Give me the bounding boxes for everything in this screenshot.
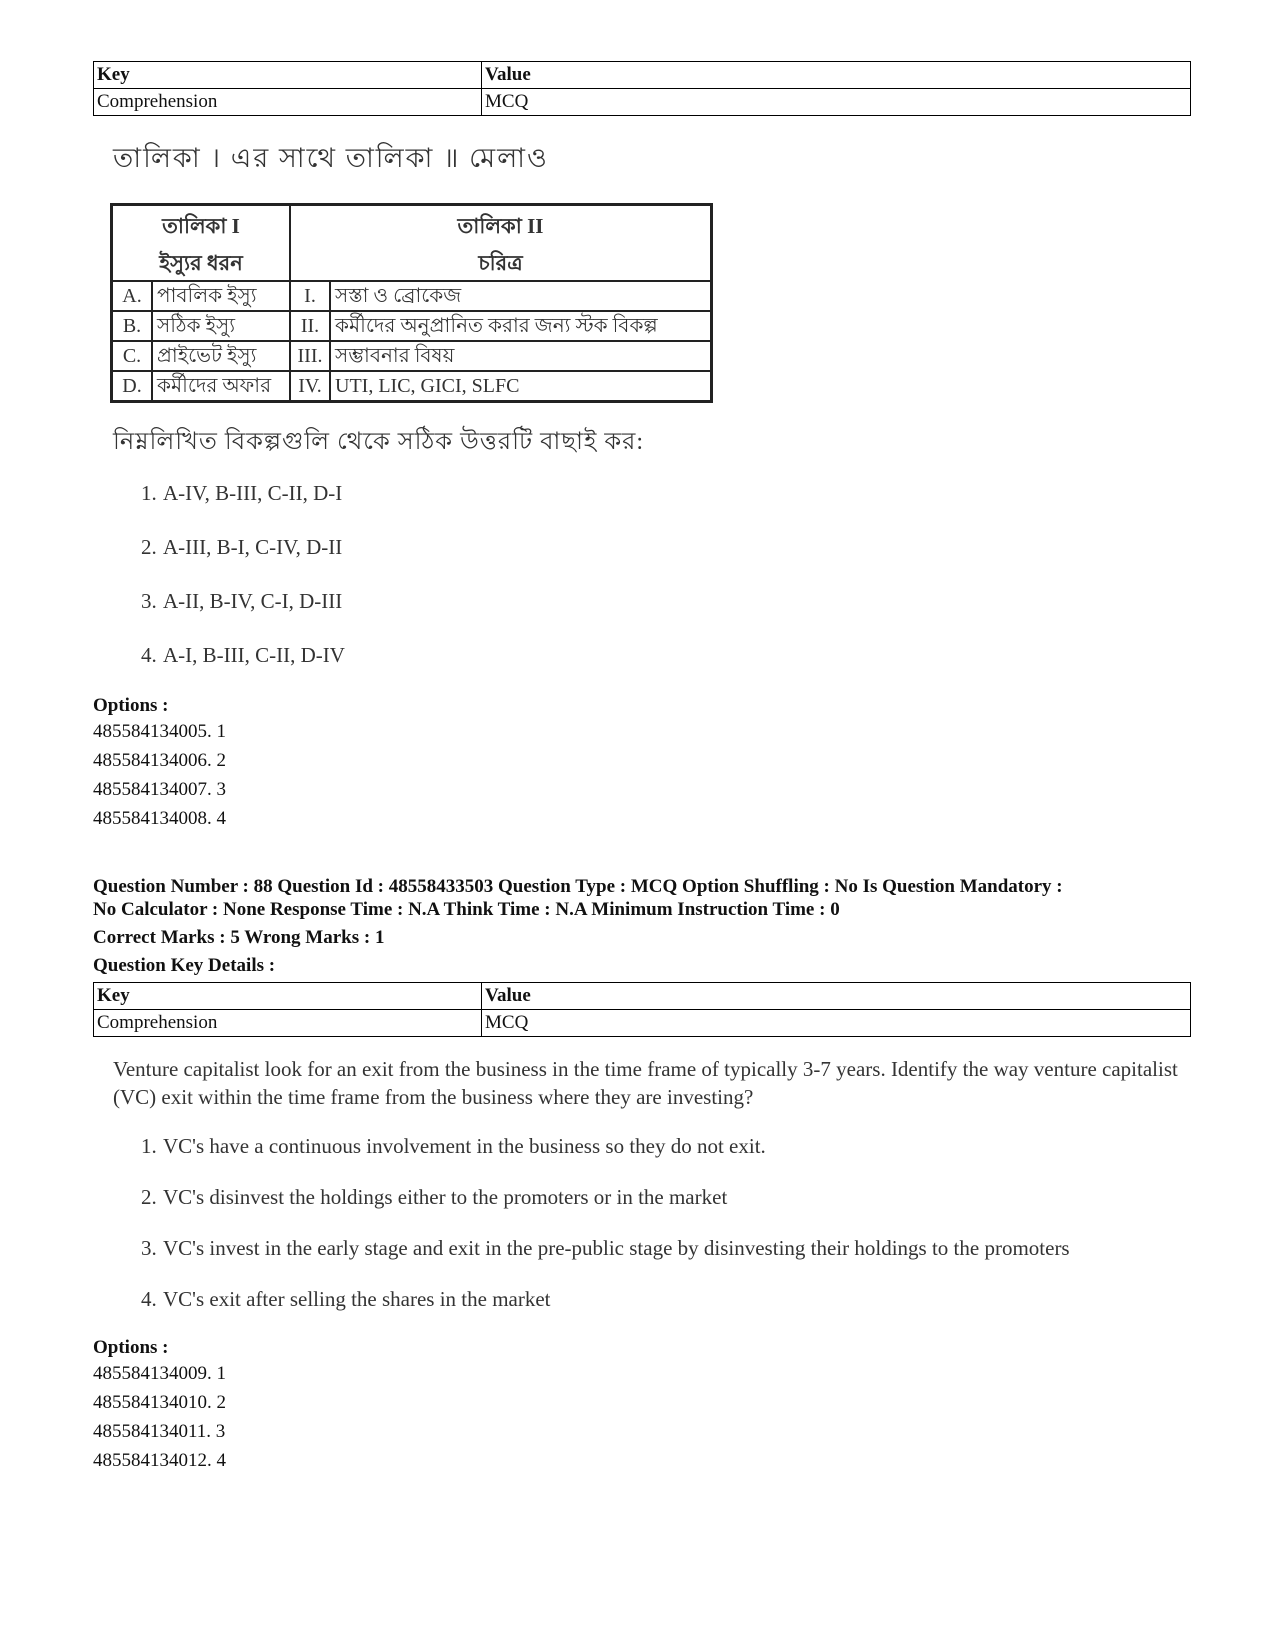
value-header: Value bbox=[482, 983, 1191, 1010]
table-row bbox=[112, 341, 712, 371]
choice-number: 3. bbox=[141, 589, 157, 613]
list-item bbox=[141, 1184, 1191, 1211]
list-item bbox=[141, 1286, 1191, 1313]
choice-number: 1. bbox=[141, 481, 157, 505]
row-issue-type: প্রাইভেট ইস্যু bbox=[152, 341, 290, 371]
question-meta-line: Question Number : 88 Question Id : 48558433503 Question Type : MCQ Option Shuffling : No Is Question Mandatory : bbox=[93, 876, 1063, 897]
option-line: 485584134010. 2 bbox=[93, 1392, 226, 1413]
question-marks: Correct Marks : 5 Wrong Marks : 1 bbox=[93, 927, 385, 948]
option-line: 485584134005. 1 bbox=[93, 721, 226, 742]
list-item bbox=[141, 589, 1191, 614]
list-item bbox=[141, 1133, 1191, 1160]
option-line: 485584134011. 3 bbox=[93, 1421, 226, 1442]
key-header: Key bbox=[94, 983, 482, 1010]
row-issue-type: কর্মীদের অফার bbox=[152, 371, 290, 402]
key-cell: Comprehension bbox=[94, 1010, 482, 1037]
question-instruction: নিম্নলিখিত বিকল্পগুলি থেকে সঠিক উত্তরটি বাছাই কর: bbox=[113, 429, 645, 455]
question-key-table bbox=[93, 61, 1191, 116]
option-line: 485584134008. 4 bbox=[93, 808, 226, 829]
answer-choices bbox=[113, 1133, 1191, 1313]
choice-number: 3. bbox=[141, 1236, 157, 1260]
table-row bbox=[112, 371, 712, 402]
question-87-body bbox=[93, 138, 1191, 668]
row-issue-type: পাবলিক ইস্যু bbox=[152, 281, 290, 311]
value-cell: MCQ bbox=[482, 1010, 1191, 1037]
option-line: 485584134009. 1 bbox=[93, 1363, 226, 1384]
choice-text: VC's have a continuous involvement in the business so they do not exit. bbox=[163, 1134, 766, 1158]
choice-text: A-II, B-IV, C-I, D-III bbox=[163, 589, 343, 613]
option-line: 485584134012. 4 bbox=[93, 1450, 226, 1471]
list-item bbox=[141, 1235, 1191, 1262]
choice-number: 2. bbox=[141, 535, 157, 559]
question-title: তালিকা । এর সাথে তালিকা ॥ মেলাও bbox=[113, 143, 549, 173]
row-character: সস্তা ও ব্রোকেজ bbox=[330, 281, 712, 311]
row-letter: A. bbox=[112, 281, 153, 311]
question-88-body bbox=[93, 1055, 1191, 1313]
answer-choices bbox=[113, 481, 1191, 668]
row-numeral: IV. bbox=[290, 371, 330, 402]
table-row bbox=[112, 311, 712, 341]
choice-number: 2. bbox=[141, 1185, 157, 1209]
option-line: 485584134006. 2 bbox=[93, 750, 226, 771]
value-cell: MCQ bbox=[482, 89, 1191, 116]
list-item bbox=[141, 643, 1191, 668]
list2-subheader: চরিত্র bbox=[290, 246, 712, 281]
row-character: সম্ভাবনার বিষয় bbox=[330, 341, 712, 371]
list-item bbox=[141, 535, 1191, 560]
choice-number: 1. bbox=[141, 1134, 157, 1158]
match-table bbox=[110, 203, 713, 403]
choice-text: A-IV, B-III, C-II, D-I bbox=[163, 481, 343, 505]
choice-number: 4. bbox=[141, 643, 157, 667]
key-header: Key bbox=[94, 62, 482, 89]
row-character: UTI, LIC, GICI, SLFC bbox=[330, 371, 712, 402]
row-numeral: I. bbox=[290, 281, 330, 311]
key-cell: Comprehension bbox=[94, 89, 482, 116]
row-numeral: III. bbox=[290, 341, 330, 371]
row-character: কর্মীদের অনুপ্রানিত করার জন্য স্টক বিকল্প bbox=[330, 311, 712, 341]
question-page bbox=[93, 61, 1191, 1475]
question-meta-line: No Calculator : None Response Time : N.A Think Time : N.A Minimum Instruction Time : 0 bbox=[93, 899, 840, 920]
list1-subheader: ইস্যুর ধরন bbox=[112, 246, 291, 281]
list1-header: তালিকা I bbox=[112, 205, 291, 247]
row-issue-type: সঠিক ইস্যু bbox=[152, 311, 290, 341]
choice-text: VC's disinvest the holdings either to the promoters or in the market bbox=[163, 1185, 728, 1209]
choice-number: 4. bbox=[141, 1287, 157, 1311]
choice-text: VC's invest in the early stage and exit in the pre-public stage by disinvesting their holdings to the promoters bbox=[163, 1236, 1070, 1260]
choice-text: A-I, B-III, C-II, D-IV bbox=[163, 643, 345, 667]
choice-text: VC's exit after selling the shares in the market bbox=[163, 1287, 551, 1311]
question-text: Venture capitalist look for an exit from the business in the time frame of typically 3-7 years. Identify the way venture capitalist (VC) exit within the time frame from the business where they are investing? bbox=[113, 1057, 1178, 1109]
list-item bbox=[141, 481, 1191, 506]
choice-text: A-III, B-I, C-IV, D-II bbox=[163, 535, 343, 559]
row-letter: C. bbox=[112, 341, 153, 371]
options-label: Options : bbox=[93, 695, 169, 716]
table-row bbox=[112, 281, 712, 311]
option-line: 485584134007. 3 bbox=[93, 779, 226, 800]
list2-header: তালিকা II bbox=[290, 205, 712, 247]
question-key-table bbox=[93, 982, 1191, 1037]
row-letter: D. bbox=[112, 371, 153, 402]
row-numeral: II. bbox=[290, 311, 330, 341]
question-key-details-label: Question Key Details : bbox=[93, 955, 276, 976]
options-label: Options : bbox=[93, 1337, 169, 1358]
value-header: Value bbox=[482, 62, 1191, 89]
row-letter: B. bbox=[112, 311, 153, 341]
